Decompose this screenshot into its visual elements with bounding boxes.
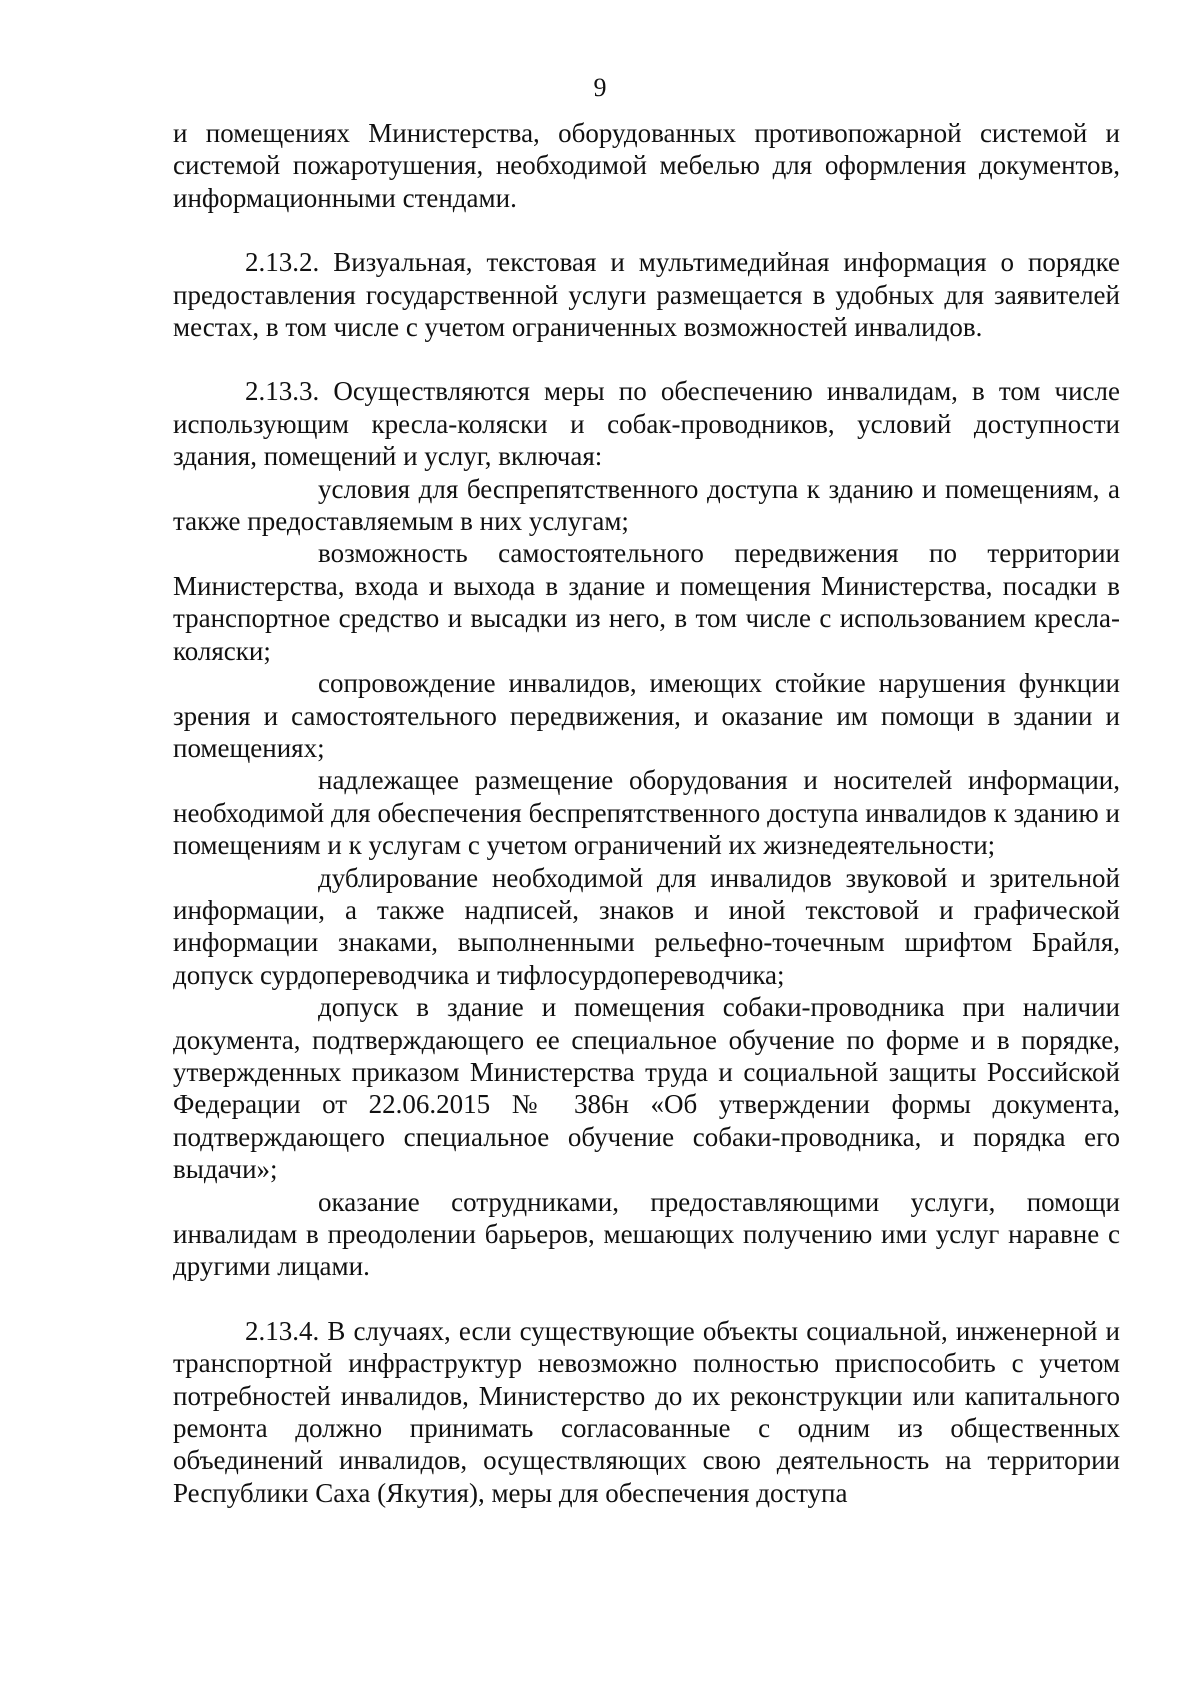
list-item-staff-assistance: оказание сотрудниками, предоставляющими услуги, помощи инвалидам в преодолении барьеров, мешающих получению ими услуг наравне с другими лицами.	[173, 1186, 1120, 1282]
list-item-guide-dog-admission: допуск в здание и помещения собаки-проводника при наличии документа, подтверждающего ее специальное обучение по форме и в порядке, утвержденных приказом Министерства труда и социальной защиты Российской Федерации от 22.06.2015 № 386н «Об утверждении формы документа, подтверждающего специальное обучение собаки-проводника, и порядка его выдачи»;	[173, 992, 1120, 1185]
paragraph-continuation: и помещениях Министерства, оборудованных противопожарной системой и системой пожаротушения, необходимой мебелью для оформления документов, информационными стендами.	[173, 118, 1120, 213]
list-item-escort: сопровождение инвалидов, имеющих стойкие нарушения функции зрения и самостоятельного передвижения, и оказание им помощи в здании и помещениях;	[173, 668, 1120, 763]
page-number: 9	[593, 73, 607, 102]
paragraph-2-13-4: 2.13.4. В случаях, если существующие объекты социальной, инженерной и транспортной инфраструктур невозможно полностью приспособить с учетом потребностей инвалидов, Министерство до их реконструкции или капитального ремонта должно принимать согласованные с одним из общественных объединений инвалидов, осуществляющих свою деятельность на территории Республики Саха (Якутия), меры для обеспечения доступа	[173, 1315, 1120, 1508]
paragraph-2-13-2: 2.13.2. Визуальная, текстовая и мультимедийная информация о порядке предоставления государственной услуги размещается в удобных для заявителей местах, в том числе с учетом ограниченных возможностей инвалидов.	[173, 247, 1120, 343]
list-item-information-duplication: дублирование необходимой для инвалидов звуковой и зрительной информации, а также надписей, знаков и иной текстовой и графической информации знаками, выполненными рельефно-точечным шрифтом Брайля, допуск сурдопереводчика и тифлосурдопереводчика;	[173, 862, 1120, 990]
paragraph-gap	[173, 214, 1120, 246]
list-item-access-conditions: условия для беспрепятственного доступа к зданию и помещениям, а также предоставляемым в них услугам;	[173, 473, 1120, 537]
paragraph-gap	[173, 1283, 1120, 1315]
list-item-equipment-placement: надлежащее размещение оборудования и носителей информации, необходимой для обеспечения беспрепятственного доступа инвалидов к зданию и помещениям и к услугам с учетом ограничений их жизнедеятельности;	[173, 765, 1120, 861]
paragraph-gap	[173, 343, 1120, 375]
paragraph-2-13-3: 2.13.3. Осуществляются меры по обеспечению инвалидам, в том числе использующим кресла-коляски и собак-проводников, условий доступности здания, помещений и услуг, включая:	[173, 376, 1120, 472]
document-body	[173, 117, 1120, 1509]
list-item-independent-movement: возможность самостоятельного передвижения по территории Министерства, входа и выхода в здание и помещения Министерства, посадки в транспортное средство и высадки из него, в том числе с использованием кресла-коляски;	[173, 538, 1120, 666]
